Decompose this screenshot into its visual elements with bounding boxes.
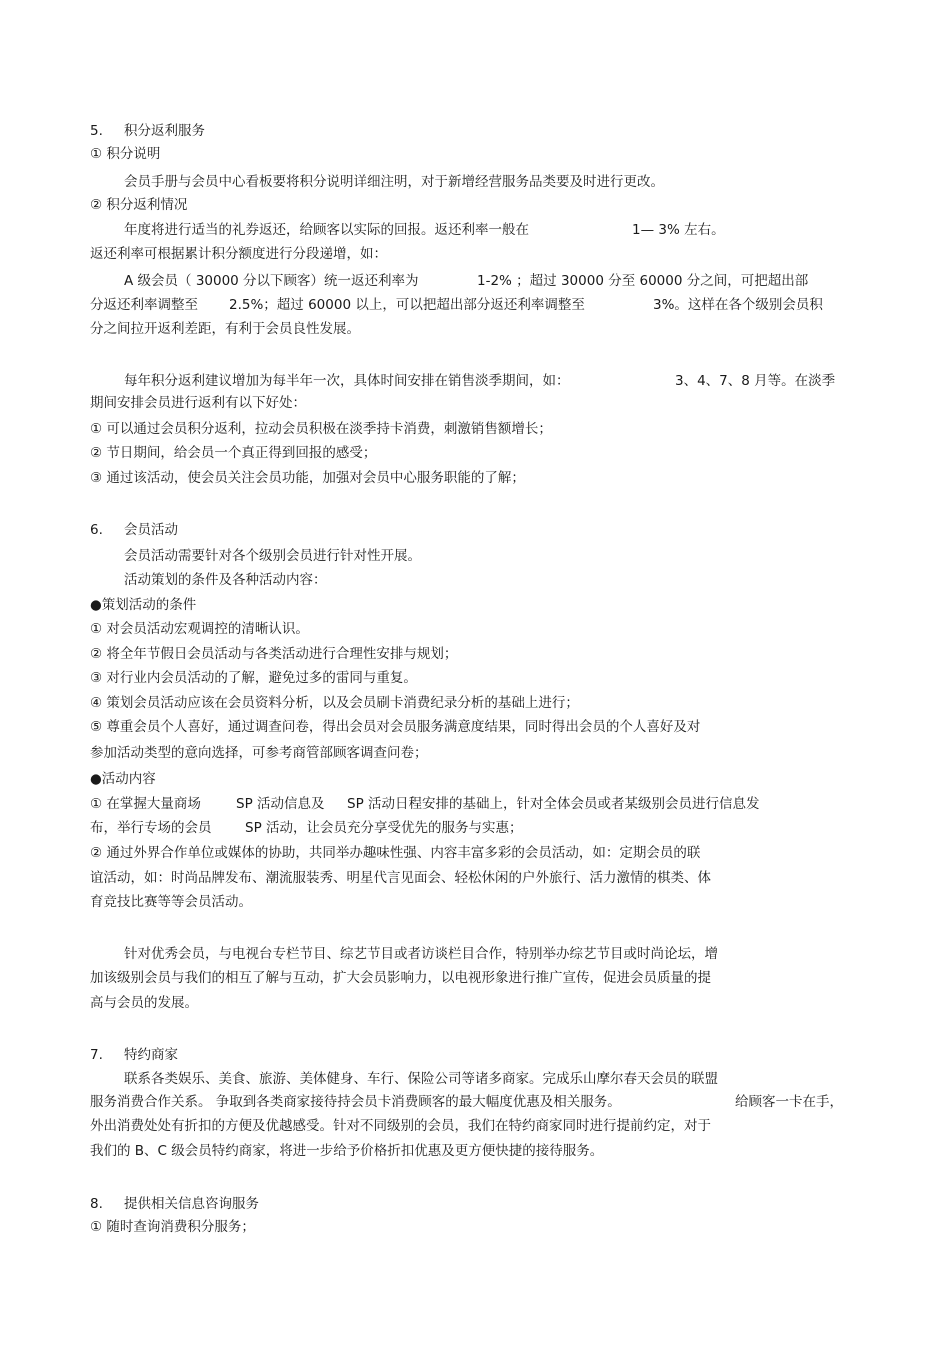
paragraph-line: 期间安排会员进行返利有以下好处： — [90, 395, 306, 411]
paragraph-line: 分返还利率调整至 — [90, 297, 198, 313]
paragraph-line: 年度将进行适当的礼券返还，给顾客以实际的回报。返还利率一般在 — [124, 222, 529, 238]
paragraph-line: 针对优秀会员，与电视台专栏节目、综艺节目或者访谈栏目合作，特别举办综艺节目或时尚论坛，增 — [124, 946, 718, 962]
section-title: 特约商家 — [124, 1047, 178, 1063]
paragraph-fragment: 2.5%；超过 60000 以上，可以把超出部分返还利率调整至 — [229, 297, 585, 313]
list-item: ③ 对行业内会员活动的了解，避免过多的雷同与重复。 — [90, 670, 417, 686]
list-item-continuation: 布，举行专场的会员 — [90, 820, 212, 836]
list-item-fragment: SP 活动信息及 — [236, 796, 325, 812]
list-item: ② 将全年节假日会员活动与各类活动进行合理性安排与规划； — [90, 646, 458, 662]
paragraph-line: 加该级别会员与我们的相互了解与互动，扩大会员影响力，以电视形象进行推广宣传，促进会员质量的提 — [90, 970, 711, 986]
paragraph-line: 分之间拉开返利差距，有利于会员良性发展。 — [90, 321, 360, 337]
section-8-heading — [90, 1195, 259, 1213]
paragraph-line: 我们的 B、C 级会员特约商家，将进一步给予价格折扣优惠及更方便快捷的接待服务。 — [90, 1143, 604, 1159]
section-title: 提供相关信息咨询服务 — [124, 1196, 259, 1212]
list-item-continuation: 参加活动类型的意向选择，可参考商管部顾客调查问卷； — [90, 745, 428, 761]
paragraph-line: A 级会员（ 30000 分以下顾客）统一返还利率为 — [124, 273, 419, 289]
paragraph-fragment: 1-2% ；超过 30000 分至 60000 分之间，可把超出部 — [477, 273, 809, 289]
subheading: ② 积分返利情况 — [90, 197, 188, 213]
paragraph-fragment: 3、4、7、8 月等。在淡季 — [675, 373, 836, 389]
paragraph-line: 服务消费合作关系。 争取到各类商家接待持会员卡消费顾客的最大幅度优惠及相关服务。 — [90, 1094, 621, 1110]
paragraph-line: 每年积分返利建议增加为每半年一次，具体时间安排在销售淡季期间，如： — [124, 373, 570, 389]
list-item-fragment: SP 活动，让会员充分享受优先的服务与实惠； — [245, 820, 523, 836]
subheading: ① 积分说明 — [90, 146, 161, 162]
paragraph: 会员手册与会员中心看板要将积分说明详细注明，对于新增经营服务品类要及时进行更改。 — [124, 174, 664, 190]
list-item-continuation: 谊活动，如：时尚品牌发布、潮流服装秀、明星代言见面会、轻松休闲的户外旅行、活力激情的棋类、体 — [90, 870, 711, 886]
paragraph-line: 返还利率可根据累计积分额度进行分段递增，如： — [90, 246, 387, 262]
list-item-fragment: SP 活动日程安排的基础上，针对全体会员或者某级别会员进行信息发 — [347, 796, 760, 812]
paragraph-line: 高与会员的发展。 — [90, 995, 198, 1011]
paragraph: 会员活动需要针对各个级别会员进行针对性开展。 — [124, 548, 421, 564]
section-6-heading — [90, 521, 178, 539]
bullet-heading: ●策划活动的条件 — [90, 597, 197, 613]
list-item: ② 节日期间，给会员一个真正得到回报的感受； — [90, 445, 377, 461]
list-item-continuation: 育竞技比赛等等会员活动。 — [90, 894, 252, 910]
list-item: ① 对会员活动宏观调控的清晰认识。 — [90, 621, 309, 637]
paragraph-fragment: 1— 3% 左右。 — [632, 222, 725, 238]
paragraph-fragment: 3%。这样在各个级别会员积 — [653, 297, 823, 313]
list-item: ① 可以通过会员积分返利，拉动会员积极在淡季持卡消费，刺激销售额增长； — [90, 421, 552, 437]
section-title: 积分返利服务 — [124, 123, 205, 139]
list-item: ⑤ 尊重会员个人喜好，通过调查问卷，得出会员对会员服务满意度结果，同时得出会员的个人喜好及对 — [90, 719, 701, 735]
list-item: ④ 策划会员活动应该在会员资料分析，以及会员刷卡消费纪录分析的基础上进行； — [90, 695, 579, 711]
bullet-heading: ●活动内容 — [90, 771, 156, 787]
list-item: ③ 通过该活动，使会员关注会员功能，加强对会员中心服务职能的了解； — [90, 470, 525, 486]
paragraph-line: 外出消费处处有折扣的方便及优越感受。针对不同级别的会员，我们在特约商家同时进行提前约定，对于 — [90, 1118, 711, 1134]
list-item: ① 在掌握大量商场 — [90, 796, 201, 812]
list-item: ② 通过外界合作单位或媒体的协助，共同举办趣味性强、内容丰富多彩的会员活动，如：定期会员的联 — [90, 845, 701, 861]
section-number: 5. — [90, 123, 103, 139]
list-item: ① 随时查询消费积分服务； — [90, 1219, 255, 1235]
section-number: 7. — [90, 1047, 103, 1063]
section-title: 会员活动 — [124, 522, 178, 538]
paragraph-fragment: 给顾客一卡在手， — [735, 1094, 843, 1110]
section-5-heading — [90, 122, 205, 140]
section-number: 8. — [90, 1196, 103, 1212]
section-number: 6. — [90, 522, 103, 538]
paragraph: 活动策划的条件及各种活动内容： — [124, 572, 327, 588]
section-7-heading — [90, 1046, 178, 1064]
paragraph-line: 联系各类娱乐、美食、旅游、美体健身、车行、保险公司等诸多商家。完成乐山摩尔春天会员的联盟 — [124, 1071, 718, 1087]
